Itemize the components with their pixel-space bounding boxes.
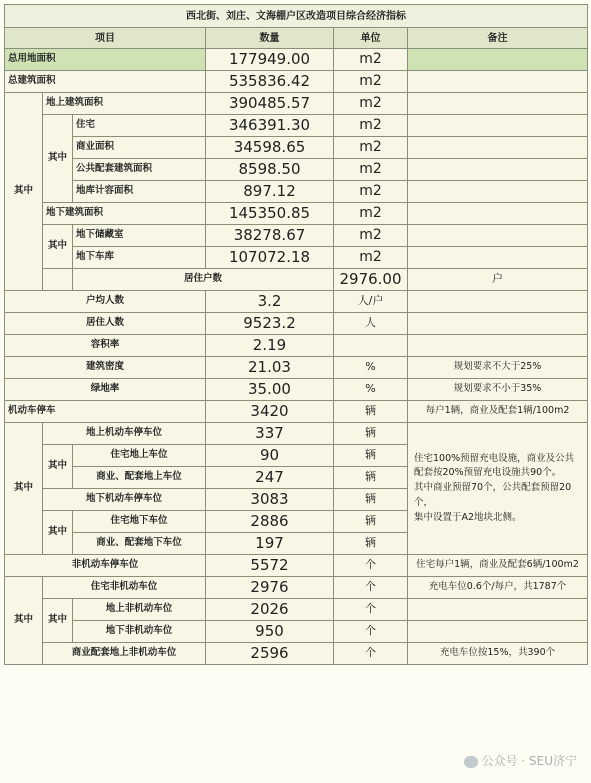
row-remark [408, 599, 588, 621]
row-unit: 辆 [334, 401, 408, 423]
row-value: 21.03 [206, 357, 334, 379]
row-unit: m2 [334, 159, 408, 181]
row-label: 总用地面积 [5, 49, 206, 71]
header-unit: 单位 [334, 28, 408, 49]
table-row [5, 313, 588, 335]
row-label: 住宅地上车位 [73, 445, 206, 467]
subgroup-label: 其中 [43, 115, 73, 203]
row-remark [408, 49, 588, 71]
row-value: 34598.65 [206, 137, 334, 159]
table-row [5, 225, 588, 247]
row-unit: 辆 [334, 423, 408, 445]
row-label: 容积率 [5, 335, 206, 357]
group-label: 其中 [5, 423, 43, 555]
row-remark [408, 93, 588, 115]
row-unit: 个 [334, 599, 408, 621]
table-row [5, 555, 588, 577]
row-unit: 个 [334, 643, 408, 665]
row-unit: m2 [334, 203, 408, 225]
wechat-icon [464, 756, 478, 768]
subgroup-label: 其中 [43, 511, 73, 555]
row-label: 住宅 [73, 115, 206, 137]
table-row [5, 137, 588, 159]
header-item: 项目 [5, 28, 206, 49]
row-unit: 辆 [334, 511, 408, 533]
row-remark [408, 115, 588, 137]
table-title: 西北街、刘庄、文海棚户区改造项目综合经济指标 [5, 5, 588, 28]
row-remark [408, 203, 588, 225]
row-value: 35.00 [206, 379, 334, 401]
row-value: 3.2 [206, 291, 334, 313]
row-value: 2596 [206, 643, 334, 665]
row-value: 90 [206, 445, 334, 467]
row-label: 地上非机动车位 [73, 599, 206, 621]
row-remark: 住宅每户1辆，商业及配套6辆/100m2 [408, 555, 588, 577]
row-unit: m2 [334, 71, 408, 93]
subgroup-label: 其中 [43, 445, 73, 489]
row-label: 绿地率 [5, 379, 206, 401]
table-row [5, 71, 588, 93]
row-unit: 辆 [334, 533, 408, 555]
row-value: 897.12 [206, 181, 334, 203]
table-row [5, 115, 588, 137]
row-value: 3083 [206, 489, 334, 511]
group-label: 其中 [5, 577, 43, 665]
row-value: 2976 [206, 577, 334, 599]
row-remark: 规划要求不小于35% [408, 379, 588, 401]
table-row [5, 247, 588, 269]
row-label: 地下非机动车位 [73, 621, 206, 643]
row-unit: m2 [334, 49, 408, 71]
group-label: 其中 [5, 93, 43, 291]
row-remark [408, 621, 588, 643]
row-remark [408, 247, 588, 269]
row-value: 9523.2 [206, 313, 334, 335]
table-row [5, 577, 588, 599]
row-remark [408, 313, 588, 335]
table-row [5, 335, 588, 357]
row-value: 197 [206, 533, 334, 555]
table-row [5, 357, 588, 379]
remark-line: 配套按20%预留充电设施共90个。 [414, 467, 562, 479]
row-value: 390485.57 [206, 93, 334, 115]
header-amount: 数量 [206, 28, 334, 49]
row-remark [408, 159, 588, 181]
row-unit: 辆 [334, 445, 408, 467]
row-value: 337 [206, 423, 334, 445]
indicator-table [4, 4, 588, 665]
row-label: 地上机动车停车位 [43, 423, 206, 445]
row-label: 公共配套建筑面积 [73, 159, 206, 181]
row-label: 住宅非机动车位 [43, 577, 206, 599]
table-row [5, 401, 588, 423]
row-value: 346391.30 [206, 115, 334, 137]
row-label: 商业、配套地下车位 [73, 533, 206, 555]
row-remark: 每户1辆，商业及配套1辆/100m2 [408, 401, 588, 423]
row-value: 145350.85 [206, 203, 334, 225]
row-remark [408, 225, 588, 247]
remark-line: 住宅100%预留充电设施，商业及公共 [414, 452, 575, 464]
table-row [5, 423, 588, 445]
row-label: 地上建筑面积 [43, 93, 206, 115]
row-unit [334, 335, 408, 357]
row-label: 商业配套地上非机动车位 [43, 643, 206, 665]
parking-remark [408, 423, 588, 555]
row-value: 177949.00 [206, 49, 334, 71]
table-row [5, 159, 588, 181]
row-unit: m2 [334, 181, 408, 203]
row-label: 地下建筑面积 [43, 203, 206, 225]
row-value: 2976.00 [334, 269, 408, 291]
row-value: 2886 [206, 511, 334, 533]
header-remark: 备注 [408, 28, 588, 49]
row-label: 非机动车停车位 [5, 555, 206, 577]
row-unit: 辆 [334, 467, 408, 489]
row-unit: 辆 [334, 489, 408, 511]
row-label: 住宅地下车位 [73, 511, 206, 533]
table-row [5, 379, 588, 401]
row-value: 3420 [206, 401, 334, 423]
row-value: 8598.50 [206, 159, 334, 181]
row-unit: m2 [334, 247, 408, 269]
subgroup-label: 其中 [43, 225, 73, 269]
row-label: 地下机动车停车位 [43, 489, 206, 511]
row-value: 535836.42 [206, 71, 334, 93]
row-label: 居住人数 [5, 313, 206, 335]
table-row [5, 599, 588, 621]
row-label: 商业、配套地上车位 [73, 467, 206, 489]
row-value: 2026 [206, 599, 334, 621]
table-row [5, 269, 588, 291]
row-remark [408, 181, 588, 203]
row-label: 机动车停车 [5, 401, 206, 423]
row-unit: 户 [408, 269, 588, 291]
row-remark: 充电车位0.6个/每户，共1787个 [408, 577, 588, 599]
row-label: 总建筑面积 [5, 71, 206, 93]
row-unit: 人 [334, 313, 408, 335]
watermark-text: 公众号 · SEU济宁 [481, 754, 577, 768]
row-remark [408, 335, 588, 357]
row-remark: 充电车位按15%，共390个 [408, 643, 588, 665]
row-label: 户均人数 [5, 291, 206, 313]
table-row [5, 49, 588, 71]
row-label: 地下车库 [73, 247, 206, 269]
table-row [5, 93, 588, 115]
row-remark [408, 137, 588, 159]
row-value: 2.19 [206, 335, 334, 357]
remark-line: 集中设置于A2地块北侧。 [414, 511, 522, 523]
row-value: 107072.18 [206, 247, 334, 269]
row-unit: m2 [334, 137, 408, 159]
row-remark: 规划要求不大于25% [408, 357, 588, 379]
table-row [5, 621, 588, 643]
row-label: 地下储藏室 [73, 225, 206, 247]
table-row [5, 291, 588, 313]
row-value: 950 [206, 621, 334, 643]
row-unit: m2 [334, 93, 408, 115]
row-unit: m2 [334, 225, 408, 247]
row-unit: % [334, 357, 408, 379]
row-value: 5572 [206, 555, 334, 577]
row-value: 38278.67 [206, 225, 334, 247]
row-label: 商业面积 [73, 137, 206, 159]
row-remark [408, 291, 588, 313]
row-unit: m2 [334, 115, 408, 137]
row-remark [408, 71, 588, 93]
table-row [5, 643, 588, 665]
row-unit: 个 [334, 555, 408, 577]
row-unit: % [334, 379, 408, 401]
row-label: 建筑密度 [5, 357, 206, 379]
row-unit: 个 [334, 621, 408, 643]
remark-line: 其中商业预留70个，公共配套预留20个， [414, 482, 572, 508]
table-row [5, 181, 588, 203]
table-row [5, 203, 588, 225]
row-unit: 人/户 [334, 291, 408, 313]
row-unit: 个 [334, 577, 408, 599]
row-value: 247 [206, 467, 334, 489]
subgroup-label: 其中 [43, 599, 73, 643]
row-label: 居住户数 [73, 269, 334, 291]
watermark [464, 752, 577, 769]
row-label: 地库计容面积 [73, 181, 206, 203]
